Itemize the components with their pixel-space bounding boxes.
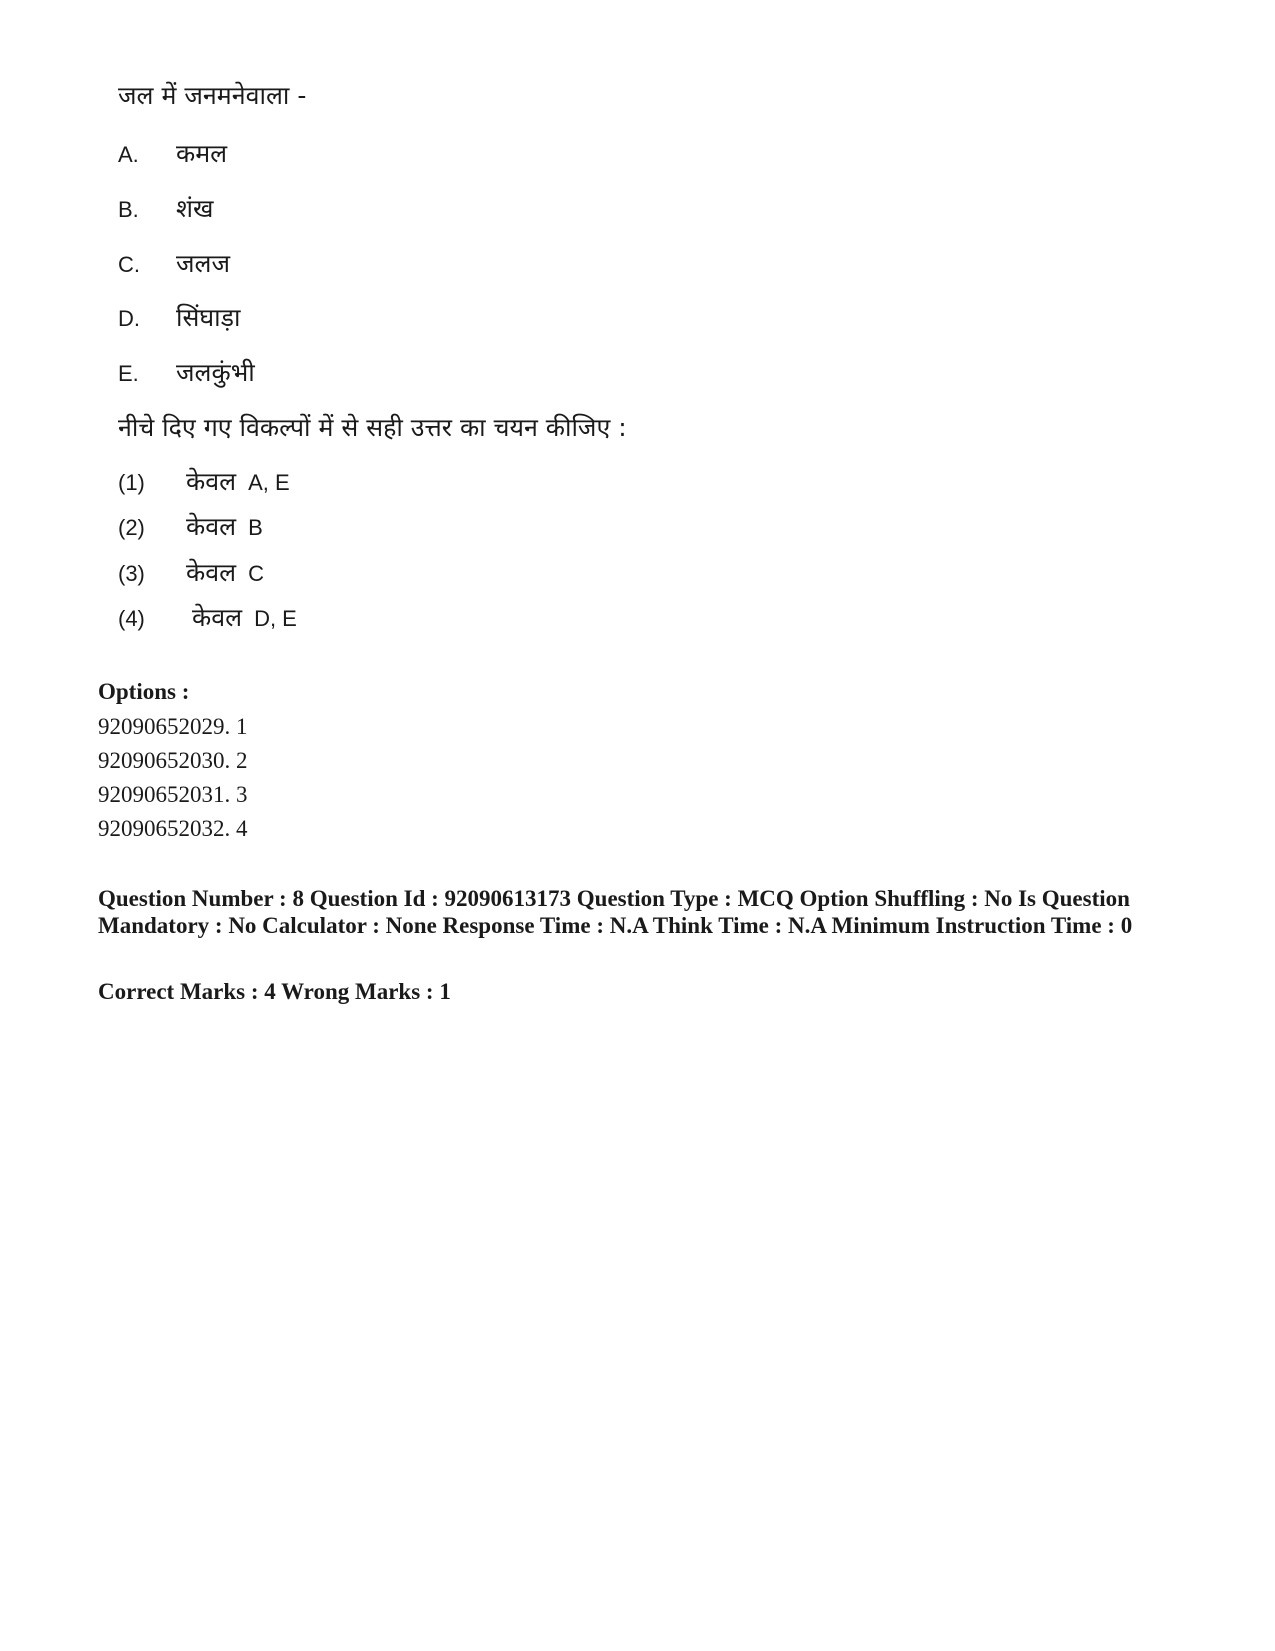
item-text: शंख bbox=[176, 194, 214, 223]
choice-kevala: केवल bbox=[186, 558, 237, 587]
question-item-e bbox=[118, 355, 255, 389]
options-heading: Options : bbox=[98, 679, 190, 704]
item-text: सिंघाड़ा bbox=[176, 303, 241, 332]
option-line-2: 92090652030. 2 bbox=[98, 748, 248, 773]
question-stem: जल में जनमनेवाला - bbox=[118, 81, 307, 110]
choice-number: (3) bbox=[118, 561, 145, 586]
choice-letters: D, E bbox=[254, 606, 297, 631]
item-label: B. bbox=[118, 197, 139, 222]
choice-kevala: केवल bbox=[192, 603, 243, 632]
item-label: D. bbox=[118, 306, 140, 331]
option-line-3: 92090652031. 3 bbox=[98, 782, 248, 807]
question-item-d bbox=[118, 300, 240, 334]
choice-letters: C bbox=[248, 561, 264, 586]
item-text: जलकुंभी bbox=[176, 358, 255, 387]
choice-letters: B bbox=[248, 515, 263, 540]
answer-choice-2 bbox=[118, 509, 263, 543]
item-label: A. bbox=[118, 142, 139, 167]
answer-choice-1 bbox=[118, 464, 290, 498]
item-text: कमल bbox=[176, 139, 228, 168]
choice-number: (4) bbox=[118, 606, 145, 631]
question-item-c bbox=[118, 246, 230, 280]
item-label: C. bbox=[118, 252, 140, 277]
question-prompt: नीचे दिए गए विकल्पों में से सही उत्तर का चयन कीजिए : bbox=[118, 413, 627, 442]
answer-choice-3 bbox=[118, 555, 264, 589]
item-text: जलज bbox=[176, 249, 231, 278]
choice-kevala: केवल bbox=[186, 467, 237, 496]
option-line-1: 92090652029. 1 bbox=[98, 714, 248, 739]
choice-letters: A, E bbox=[248, 470, 290, 495]
question-item-b bbox=[118, 191, 213, 225]
choice-number: (1) bbox=[118, 470, 145, 495]
choice-kevala: केवल bbox=[186, 512, 237, 541]
option-line-4: 92090652032. 4 bbox=[98, 816, 248, 841]
answer-choice-4 bbox=[118, 600, 297, 634]
question-marks: Correct Marks : 4 Wrong Marks : 1 bbox=[98, 979, 451, 1004]
item-label: E. bbox=[118, 361, 139, 386]
choice-number: (2) bbox=[118, 515, 145, 540]
question-item-a bbox=[118, 136, 227, 170]
question-info: Question Number : 8 Question Id : 92090613173 Question Type : MCQ Option Shuffling : No Is Question Mandatory : No Calculator : None Response Time : N.A Think Time : N.A Minimum Instruction Time : 0 bbox=[98, 886, 1133, 938]
